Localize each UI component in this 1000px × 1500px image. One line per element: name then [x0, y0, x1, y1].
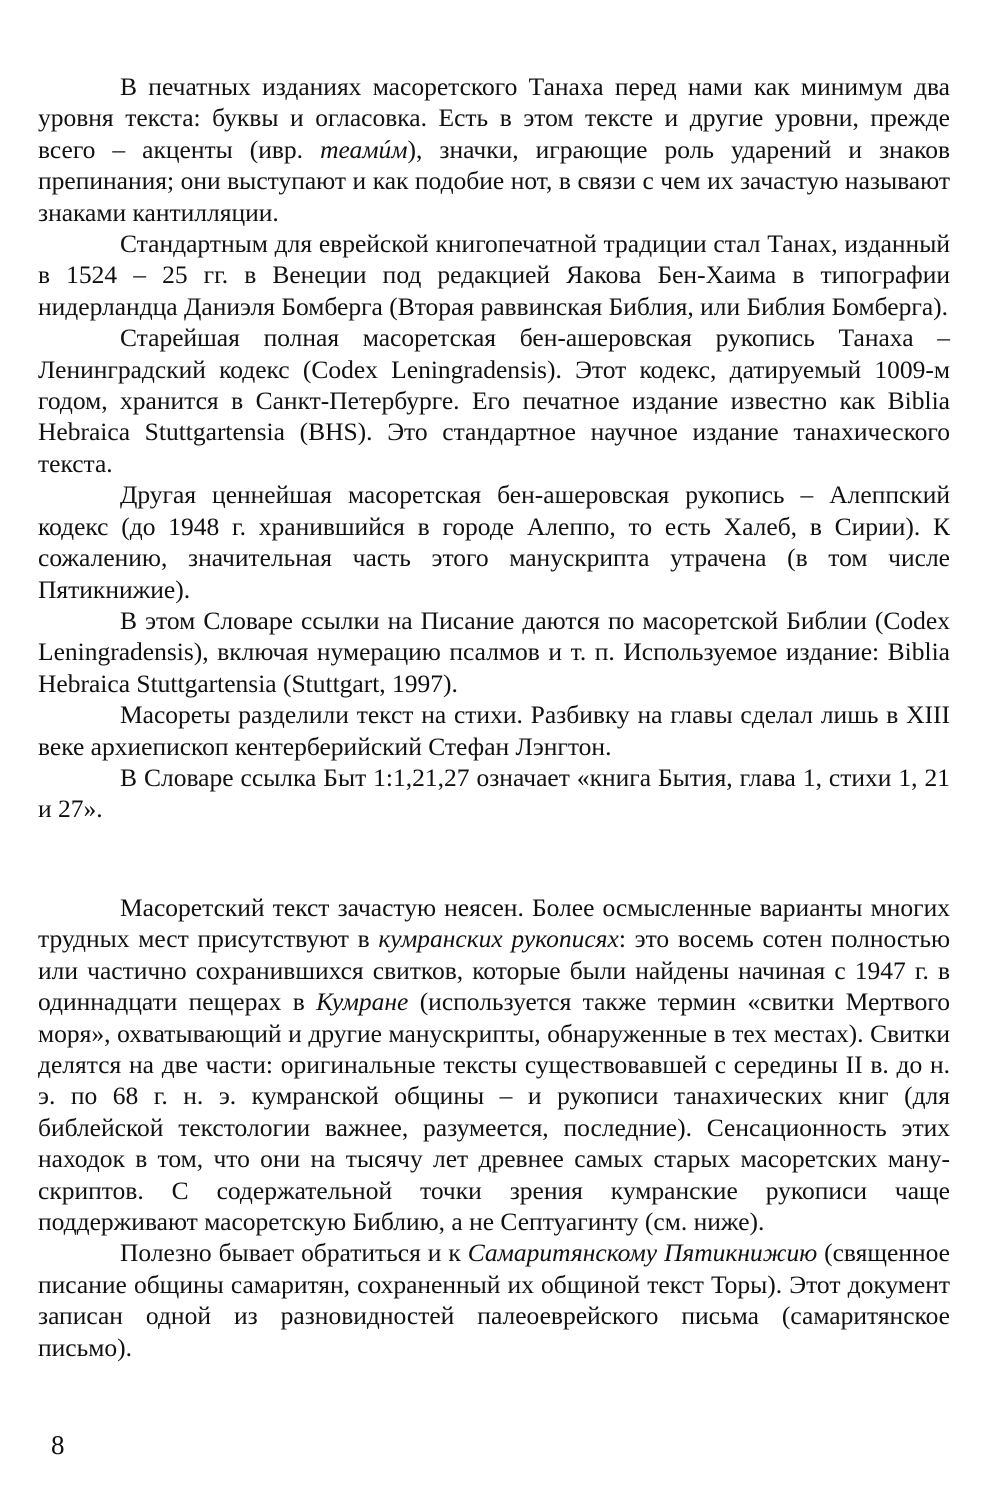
italic-term: кумранских рукописях [378, 924, 619, 954]
paragraph-text: Полезно бывает обратиться и к [120, 1238, 468, 1268]
paragraph-text: В печатных изданиях масоретского Танаха перед нами как минимум два уровня текста: буквы и огласовка. Есть в этом тексте и другие уровни, прежде всего – акценты (ивр. [38, 72, 950, 164]
paragraph: Масореты разделили текст на стихи. Разбивку на главы сделал лишь в XIII веке архиепископ кентерберийский Стефан Лэнгтон. [38, 700, 950, 761]
paragraph-text: ), значки, играющие роль ударений и знаков препинания; они выступают и как подобие нот, в связи с чем их зачастую называют знаками кантилляции. [38, 134, 950, 227]
italic-term: Кумране [316, 987, 409, 1017]
paragraph: В Словаре ссылка Быт 1:1,21,27 означает «книга Бытия, глава 1, стихи 1, 21 и 27». [38, 762, 950, 824]
paragraph: Стандартным для еврейской книгопечатной традиции стал Танах, изданный в 1524 – 25 гг. в Венеции под редакцией Яакова Бен-Хаима в типографии нидерландца Даниэля Бомберга (Вторая раввинская Библия, или Библия Бомберга). [38, 229, 950, 321]
italic-term: Самаритянскому Пятикнижию [467, 1238, 818, 1268]
paragraph-text: : это восемь сотен полностью или частично сохранившихся свитков, которые были найдены начиная с 1947 г. в одиннадцати пещерах в [38, 924, 951, 1017]
italic-term: теамúм [320, 134, 408, 164]
paragraph-text: Масоретский текст зачастую неясен. Более осмысленные варианты многих трудных мест присутствуют в [38, 893, 950, 954]
paragraph [38, 71, 950, 228]
page-number: 8 [51, 1430, 65, 1460]
paragraph: Другая ценнейшая масоретская бен-ашеровская рукопись – Алеппский кодекс (до 1948 г. хранившийся в городе Алеппо, то есть Халеб, в Сирии). К сожалению, значительная часть этого манускрипта утрачена (в том числе Пятикнижие). [38, 480, 950, 604]
paragraph-text: (используется также термин «свитки Мертвого моря», охватывающий и другие манускрипты, обнаруженные в тех местах). Свитки делятся на две части: оригинальные тексты существовавшей с середины II в. до н. э. по 68 г. н. э. кумранской общины – и рукописи танахических книг (для библейской текстологии важнее, разумеется, последние). Сенсационность этих находок в том, что они на тысячу лет древнее самых старых масоретских манускриптов. С содержательной точки зрения кумранские рукописи чаще поддерживают масоретскую Библию, а не Септуагинту (см. ниже). [38, 987, 951, 1237]
paragraph: Старейшая полная масоретская бен-ашеровская рукопись Танаха – Ленинградский кодекс (Codex Leningradensis). Этот кодекс, датируемый 1009-м годом, хранится в Санкт-Петербурге. Его печатное издание известно как Biblia Hebraica Stuttgartensia (BHS). Это стандартное научное издание танахического текста. [38, 323, 950, 478]
paragraph [38, 892, 950, 1237]
paragraph: В этом Словаре ссылки на Писание даются по масоретской Библии (Codex Leningradensis), включая нумерацию псалмов и т. п. Используемое издание: Biblia Hebraica Stuttgartensia (Stuttgart, 1997). [38, 605, 950, 698]
paragraph [38, 1237, 950, 1363]
paragraph-text: (священное писание общины самаритян, сохраненный их общиной текст Торы). Этот документ записан одной из разновидностей палеоеврейского письма (самаритянское письмо). [38, 1238, 950, 1362]
text-section-qumran [38, 892, 950, 1363]
text-section-masoretic-editions [38, 71, 950, 825]
